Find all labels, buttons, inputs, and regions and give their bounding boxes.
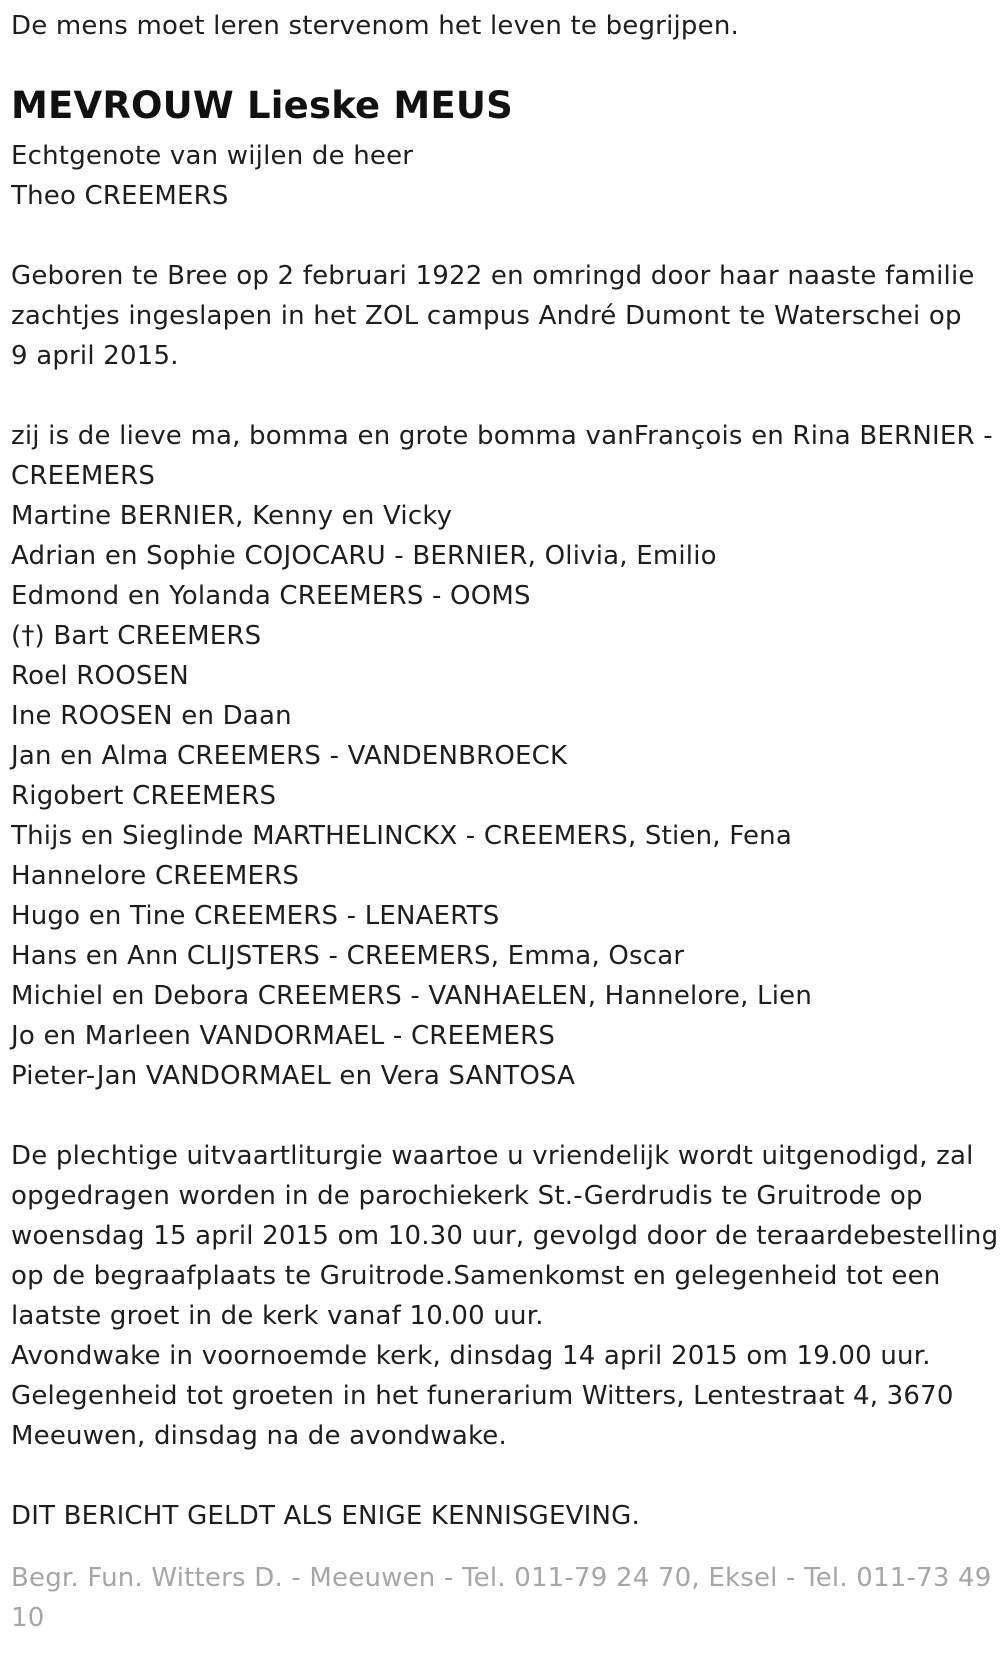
ceremony-paragraph — [11, 1136, 999, 1456]
family-member-line: Martine BERNIER, Kenny en Vicky — [11, 501, 453, 531]
paragraph-spacer — [11, 1456, 991, 1496]
obituary-document — [11, 0, 999, 1638]
ceremony-line: opgedragen worden in de parochiekerk St.-Gerdrudis te Gruitrode op — [11, 1181, 923, 1211]
spouse-line: Theo CREEMERS — [11, 181, 229, 211]
family-member-line: Jo en Marleen VANDORMAEL - CREEMERS — [11, 1021, 556, 1051]
spouse-line: Echtgenote van wijlen de heer — [11, 141, 414, 171]
paragraph-spacer — [11, 1096, 991, 1136]
family-member-line: Rigobert CREEMERS — [11, 781, 277, 811]
footer-line: 10 — [11, 1603, 45, 1633]
spouse-section — [11, 136, 991, 216]
wake-line: Avondwake in voornoemde kerk, dinsdag 14 april 2015 om 19.00 uur. — [11, 1341, 931, 1371]
ceremony-line: laatste groet in de kerk vanaf 10.00 uur. — [11, 1301, 544, 1331]
family-member-line: Ine ROOSEN en Daan — [11, 701, 292, 731]
family-member-line: Pieter-Jan VANDORMAEL en Vera SANTOSA — [11, 1061, 576, 1091]
birth-death-line: Geboren te Bree op 2 februari 1922 en omringd door haar naaste familie — [11, 261, 975, 291]
deceased-name-heading: MEVROUW Lieske MEUS — [11, 84, 513, 127]
family-member-line: (†) Bart CREEMERS — [11, 621, 262, 651]
family-member-line: Hannelore CREEMERS — [11, 861, 300, 891]
ceremony-line: De plechtige uitvaartliturgie waartoe u vriendelijk wordt uitgenodigd, zal — [11, 1141, 974, 1171]
family-intro-line: zij is de lieve ma, bomma en grote bomma vanFrançois en Rina BERNIER - — [11, 421, 993, 451]
paragraph-spacer — [11, 376, 991, 416]
family-member-line: Jan en Alma CREEMERS - VANDENBROECK — [11, 741, 568, 771]
family-section — [11, 416, 991, 1096]
family-member-line: Roel ROOSEN — [11, 661, 189, 691]
family-member-line: Adrian en Sophie COJOCARU - BERNIER, Olivia, Emilio — [11, 541, 717, 571]
family-member-line: Hans en Ann CLIJSTERS - CREEMERS, Emma, Oscar — [11, 941, 685, 971]
birth-death-line: zachtjes ingeslapen in het ZOL campus André Dumont te Waterschei op — [11, 301, 962, 331]
visitation-line: Meeuwen, dinsdag na de avondwake. — [11, 1421, 507, 1451]
funeral-home-footer — [11, 1558, 991, 1638]
birth-death-line: 9 april 2015. — [11, 341, 179, 371]
birth-death-paragraph — [11, 256, 991, 376]
opening-quote: De mens moet leren stervenom het leven te begrijpen. — [11, 11, 739, 41]
family-member-line: Thijs en Sieglinde MARTHELINCKX - CREEMERS, Stien, Fena — [11, 821, 792, 851]
notice-line: DIT BERICHT GELDT ALS ENIGE KENNISGEVING. — [11, 1501, 640, 1531]
visitation-line: Gelegenheid tot groeten in het funerarium Witters, Lentestraat 4, 3670 — [11, 1381, 954, 1411]
family-intro-line: CREEMERS — [11, 461, 156, 491]
ceremony-line: op de begraafplaats te Gruitrode.Samenkomst en gelegenheid tot een — [11, 1261, 941, 1291]
ceremony-line: woensdag 15 april 2015 om 10.30 uur, gevolgd door de teraardebestelling — [11, 1221, 999, 1251]
footer-line: Begr. Fun. Witters D. - Meeuwen - Tel. 011-79 24 70, Eksel - Tel. 011-73 49 — [11, 1563, 992, 1593]
family-list — [11, 496, 991, 1096]
family-member-line: Edmond en Yolanda CREEMERS - OOMS — [11, 581, 531, 611]
family-member-line: Michiel en Debora CREEMERS - VANHAELEN, Hannelore, Lien — [11, 981, 813, 1011]
family-member-line: Hugo en Tine CREEMERS - LENAERTS — [11, 901, 500, 931]
paragraph-spacer — [11, 216, 991, 256]
